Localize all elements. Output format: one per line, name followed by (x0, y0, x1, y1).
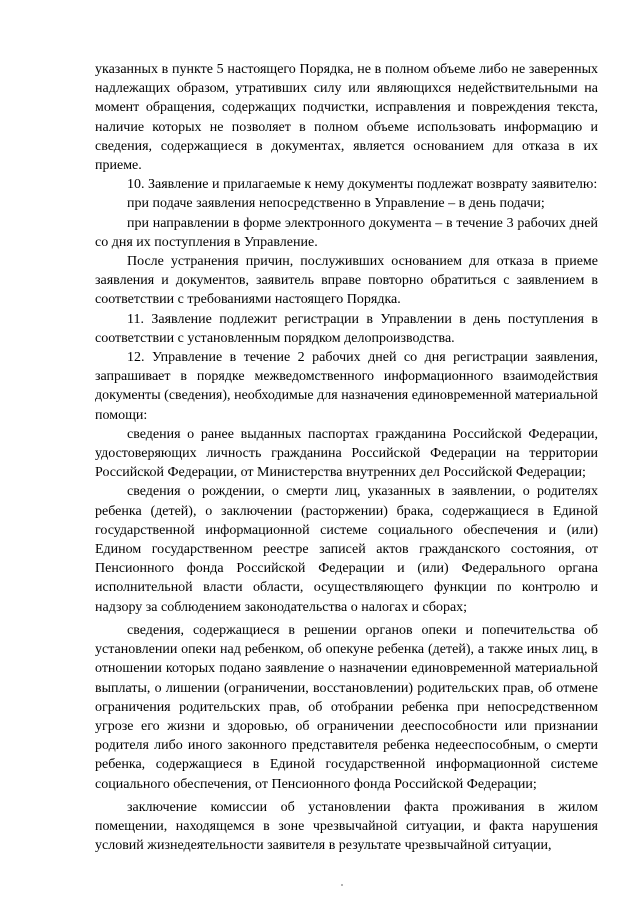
paragraph: 11. Заявление подлежит регистрации в Управлении в день поступления в соответствии с установленным порядком делопроизводства. (95, 311, 598, 346)
paragraph: при направлении в форме электронного документа – в течение 3 рабочих дней со дня их поступления в Управление. (95, 215, 598, 250)
paragraph: сведения о рождении, о смерти лиц, указанных в заявлении, о родителях ребенка (детей), о заключении (расторжении) брака, содержащиеся в Единой государственной информационной системе социального обеспечения и (или) Едином государственном реестре записей актов гражданского состояния, от Пенсионного фонда Российской Федерации и (или) Федерального органа исполнительной власти области, осуществляющего функции по контролю и надзору за соблюдением законодательства о налогах и сборах; (95, 484, 598, 615)
paragraph: 10. Заявление и прилагаемые к нему документы подлежат возврату заявителю: (127, 177, 598, 193)
paragraph: при подаче заявления непосредственно в Управление – в день подачи; (127, 196, 545, 212)
scan-speck (341, 884, 343, 886)
document-body (95, 60, 598, 855)
paragraph: После устранения причин, послуживших основанием для отказа в приеме заявления и документов, заявитель вправе повторно обратиться с заявлением в соответствии с требованиями настоящего Порядка. (95, 254, 598, 308)
paragraph: сведения о ранее выданных паспортах гражданина Российской Федерации, удостоверяющих личность гражданина Российской Федерации на территории Российской Федерации, от Министерства внутренних дел Российской Федерации; (95, 426, 598, 481)
paragraph: заключение комиссии об установлении факта проживания в жилом помещении, находящемся в зоне чрезвычайной ситуации, и факта нарушения условий жизнедеятельности заявителя в результате чрезвычайной ситуации, (95, 799, 598, 854)
paragraph: 12. Управление в течение 2 рабочих дней со дня регистрации заявления, запрашивает в порядке межведомственного информационного взаимодействия документы (сведения), необходимые для назначения единовременной материальной помощи: (95, 350, 598, 423)
paragraph: указанных в пункте 5 настоящего Порядка, не в полном объеме либо не заверенных надлежащих образом, утративших силу или являющихся недействительными на момент обращения, содержащих подчистки, исправления и повреждения текста, наличие которых не позволяет в полном объеме использовать информацию и сведения, содержащиеся в документах, является основанием для отказа в их приеме. (95, 62, 598, 174)
paragraph: сведения, содержащиеся в решении органов опеки и попечительства об установлении опеки над ребенком, об опекуне ребенка (детей), а также иных лиц, в отношении которых подано заявление о назначении единовременной материальной выплаты, о лишении (ограничении, восстановлении) родительских прав, об отмене ограничения родительских прав, об отобрании ребенка при непосредственном угрозе его жизни и здоровью, об ограничении дееспособности или признании родителя либо иного законного представителя ребенка недееспособным, о смерти ребенка, содержащиеся в Единой государственной информационной системе социального обеспечения, от Пенсионного фонда Российской Федерации; (95, 622, 598, 792)
